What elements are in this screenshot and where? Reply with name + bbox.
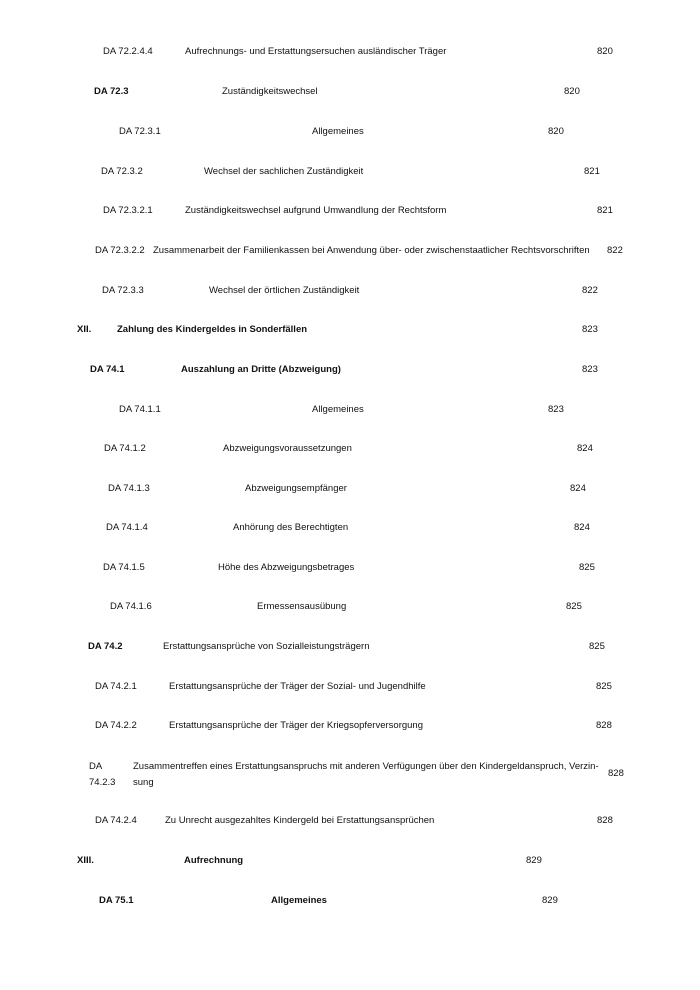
toc-entry-page: 820 [548, 126, 564, 137]
toc-entry-number: DA 72.2.4.4 [103, 46, 153, 57]
toc-entry-number: DA 74.1.4 [106, 522, 148, 533]
toc-entry-title[interactable]: Höhe des Abzweigungsbetrages [218, 562, 355, 573]
toc-entry-title[interactable]: Allgemeines [312, 404, 364, 415]
toc-entry-title[interactable]: Abzweigungsvoraussetzungen [223, 443, 352, 454]
toc-entry-title[interactable]: Allgemeines [312, 126, 364, 137]
toc-entry-page: 828 [597, 815, 613, 826]
toc-entry-number: DA 72.3.3 [102, 285, 144, 296]
toc-entry-number: DA 75.1 [99, 895, 134, 906]
toc-entry-page: 820 [564, 86, 580, 97]
toc-entry-title[interactable]: Wechsel der sachlichen Zuständigkeit [204, 166, 364, 177]
toc-section-title[interactable]: Zahlung des Kindergeldes in Sonderfällen [117, 324, 308, 335]
toc-entry-page: 821 [597, 205, 613, 216]
toc-entry-number: DA 74.1.1 [119, 404, 161, 415]
toc-entry-title[interactable]: Zusammentreffen eines Erstattungsanspruchs mit anderen Verfügungen über den Kindergeldanspruch, Verzin- sung [133, 761, 599, 788]
toc-section-title[interactable]: Aufrechnung [184, 855, 244, 866]
toc-section-number: XII. [77, 324, 92, 335]
toc-entry-title[interactable]: Erstattungsansprüche der Träger der Kriegsopferversorgung [169, 720, 423, 731]
toc-entry-page: 825 [589, 641, 605, 652]
toc-entry-title[interactable]: Zuständigkeitswechsel [222, 86, 318, 97]
toc-entry-title[interactable]: Anhörung des Berechtigten [233, 522, 349, 533]
toc-entry-title[interactable]: Aufrechnungs- und Erstattungsersuchen ausländischer Träger [185, 46, 447, 57]
toc-entry-title[interactable]: Abzweigungsempfänger [245, 483, 347, 494]
toc-entry-number: DA 72.3.2.2 [95, 245, 145, 256]
toc-entry-page: 829 [526, 855, 542, 866]
toc-entry-page: 823 [548, 404, 564, 415]
toc-entry-page: 823 [582, 324, 598, 335]
toc-entry-page: 820 [597, 46, 613, 57]
toc-entry-page: 825 [566, 601, 582, 612]
toc-entry-page: 825 [596, 681, 612, 692]
toc-entry-number: DA 72.3.2.1 [103, 205, 153, 216]
toc-entry-number: DA 74.1.5 [103, 562, 145, 573]
toc-entry-title[interactable]: Zu Unrecht ausgezahltes Kindergeld bei Erstattungsansprüchen [165, 815, 435, 826]
toc-entry-page: 821 [584, 166, 600, 177]
toc-entry-number: DA 74.1 [90, 364, 125, 375]
toc-entry-title[interactable]: Erstattungsansprüche der Träger der Sozial- und Jugendhilfe [169, 681, 426, 692]
toc-entry-number: DA 74.1.3 [108, 483, 150, 494]
toc-entry-title[interactable]: Auszahlung an Dritte (Abzweigung) [181, 364, 341, 375]
toc-entry-title[interactable]: Allgemeines [271, 895, 327, 906]
toc-entry-number: DA 72.3.2 [101, 166, 143, 177]
toc-entry-page: 824 [570, 483, 586, 494]
toc-entry-number: DA 74.2 [88, 641, 123, 652]
toc-entry-number: DA 74.2.3 [89, 761, 116, 788]
toc-entry-page: 824 [574, 522, 590, 533]
toc-entry-page: 825 [579, 562, 595, 573]
toc-entry-page: 824 [577, 443, 593, 454]
toc-entry-page: 822 [582, 285, 598, 296]
toc-entry-number: DA 74.2.4 [95, 815, 137, 826]
toc-entry-title[interactable]: Zusammenarbeit der Familienkassen bei Anwendung über- oder zwischenstaatlicher Rechtsvorschriften [153, 245, 590, 256]
toc-entry-page: 829 [542, 895, 558, 906]
toc-entry-title[interactable]: Wechsel der örtlichen Zuständigkeit [209, 285, 360, 296]
toc-entry-title[interactable]: Zuständigkeitswechsel aufgrund Umwandlung der Rechtsform [185, 205, 447, 216]
toc-entry-number: DA 74.1.6 [110, 601, 152, 612]
toc-entry-page: 828 [608, 768, 624, 779]
toc-entry-number: DA 74.2.2 [95, 720, 137, 731]
toc-entry-page: 828 [596, 720, 612, 731]
toc-section-number: XIII. [77, 855, 94, 866]
toc-entry-title[interactable]: Ermessensausübung [257, 601, 347, 612]
toc-entry-number: DA 74.1.2 [104, 443, 146, 454]
toc-entry-number: DA 72.3 [94, 86, 129, 97]
toc-entry-page: 823 [582, 364, 598, 375]
toc-entry-number: DA 72.3.1 [119, 126, 161, 137]
toc-entry-page: 822 [607, 245, 623, 256]
toc-entry-title[interactable]: Erstattungsansprüche von Sozialleistungsträgern [163, 641, 370, 652]
toc-entry-number: DA 74.2.1 [95, 681, 137, 692]
